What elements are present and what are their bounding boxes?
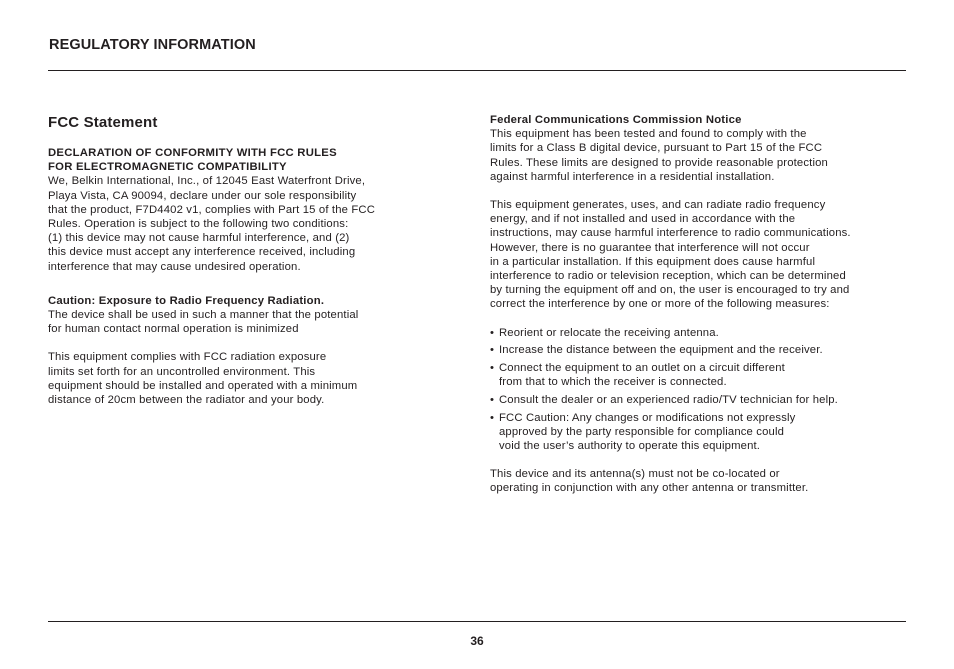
header-divider: [48, 70, 906, 71]
declaration-text: We, Belkin International, Inc., of 12045 East Waterfront Drive, Playa Vista, CA 90094, declare under our sole responsibility that the product, F7D4402 v1, complies with Part 15 of the FCC Rules. Operation is subject to the following two conditions: (1) this device may not cause harmful interference, and (2) this device must accept any interference received, including interference that may cause undesired operation.: [48, 175, 376, 273]
notice-text: This equipment has been tested and found to comply with the limits for a Class B digital device, pursuant to Part 15 of the FCC Rules. These limits are designed to provide reasonable protection against harmful interference in a residential installation.: [490, 128, 828, 183]
section-title: FCC Statement: [48, 114, 158, 131]
page-header: REGULATORY INFORMATION: [49, 37, 256, 53]
generates-text: This equipment generates, uses, and can radiate radio frequency energy, and if not installed and used in accordance with the instructions, may cause harmful interference to radio communications. However, there is no guarantee that interference will not occur in a particular installation. If this equipment does cause harmful interference to radio or television reception, which can be determined by turning the equipment off and on, the user is encouraged to try and correct the interference by one or more of the following measures:: [490, 199, 851, 311]
list-item: • Connect the equipment to an outlet on a circuit different from that to which the receiver is connected.: [490, 361, 910, 389]
right-column: [490, 113, 910, 495]
spacer: [48, 336, 438, 350]
list-item: • Increase the distance between the equipment and the receiver.: [490, 343, 910, 357]
footer-divider: [48, 621, 906, 622]
caution-text: The device shall be used in such a manner that the potential for human contact normal operation is minimized: [48, 309, 359, 336]
spacer: [490, 457, 910, 467]
page-number: 36: [470, 634, 484, 648]
closing-text: This device and its antenna(s) must not be co-located or operating in conjunction with any other antenna or transmitter.: [490, 467, 809, 494]
measures-list: [490, 326, 910, 454]
spacer: [48, 274, 438, 294]
notice-heading: Federal Communications Commission Notice: [490, 114, 742, 126]
spacer: [490, 312, 910, 326]
caution-heading: Caution: Exposure to Radio Frequency Radiation.: [48, 294, 325, 307]
list-item: • FCC Caution: Any changes or modifications not expressly approved by the party responsible for compliance could void the user’s authority to operate this equipment.: [490, 411, 910, 454]
declaration-heading: DECLARATION OF CONFORMITY WITH FCC RULES FOR ELECTROMAGNETIC COMPATIBILITY: [48, 147, 337, 174]
list-item: • Reorient or relocate the receiving antenna.: [490, 326, 910, 340]
list-item: • Consult the dealer or an experienced radio/TV technician for help.: [490, 393, 910, 407]
spacer: [490, 184, 910, 198]
exposure-text: This equipment complies with FCC radiation exposure limits set forth for an uncontrolled environment. This equipment should be installed and operated with a minimum distance of 20cm between the radiator and your body.: [48, 351, 358, 407]
left-column: [48, 114, 438, 407]
